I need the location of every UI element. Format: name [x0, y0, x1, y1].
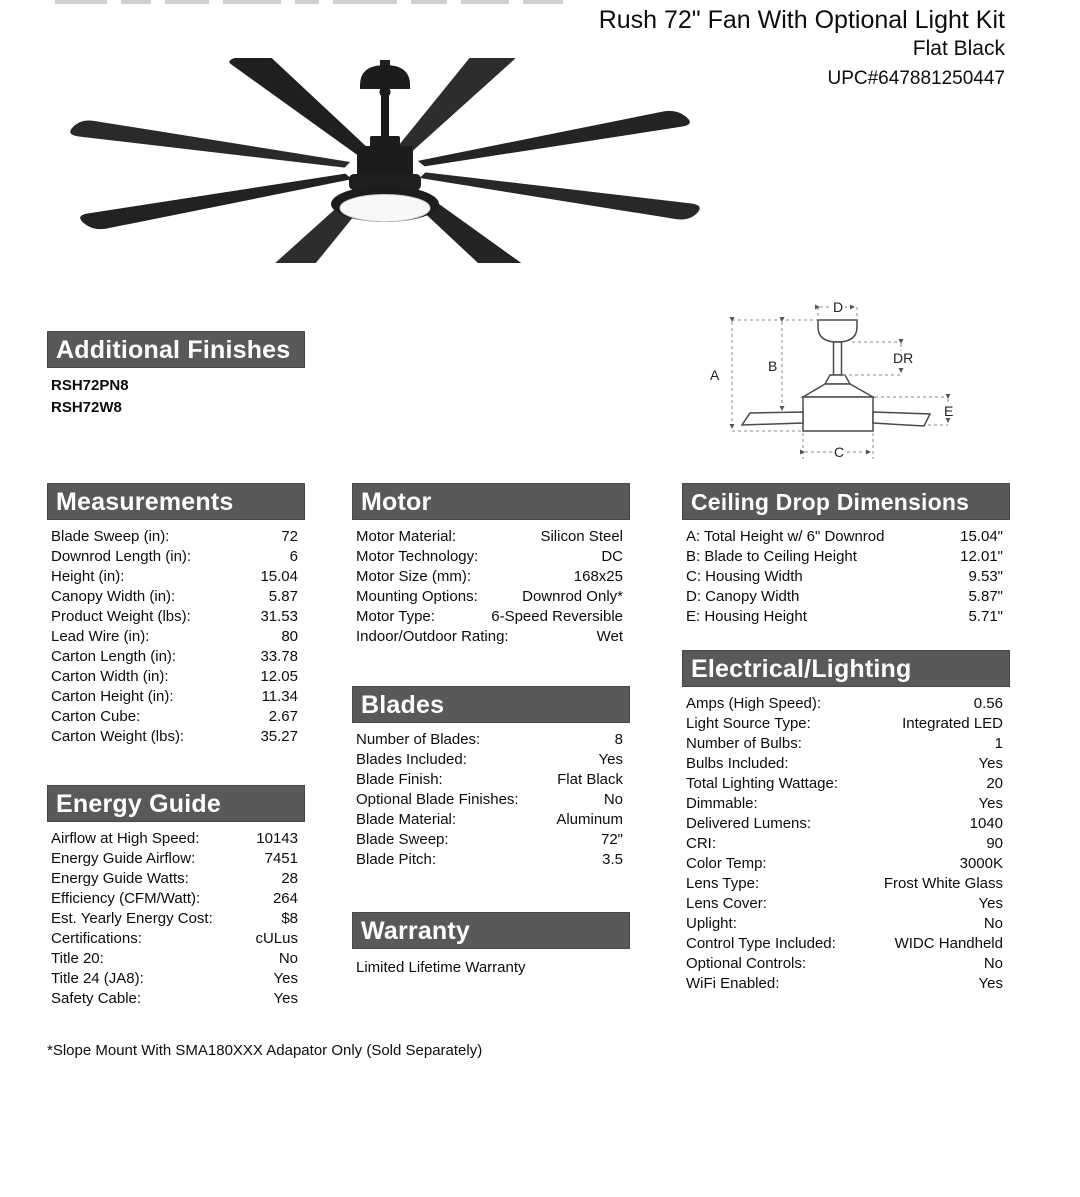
spec-label: Motor Technology:: [356, 548, 479, 565]
spec-label: Number of Blades:: [356, 731, 481, 748]
blades-rows: [352, 730, 630, 870]
artifact-dash: [523, 0, 563, 4]
spec-row: [352, 850, 630, 870]
fan-light-lens: [340, 195, 430, 222]
spec-row: [352, 527, 630, 547]
spec-label: Delivered Lumens:: [686, 815, 812, 832]
spec-value: Yes: [978, 895, 1003, 912]
product-upc: UPC#647881250447: [827, 68, 1005, 89]
spec-row: [47, 909, 305, 929]
electrical-section: [682, 650, 1010, 994]
spec-label: C: Housing Width: [686, 568, 803, 585]
artifact-dash: [461, 0, 509, 4]
spec-value: Yes: [273, 970, 298, 987]
diagram-bell: [803, 384, 873, 397]
spec-label: Motor Size (mm):: [356, 568, 472, 585]
spec-label: Safety Cable:: [51, 990, 142, 1007]
spec-row: [47, 687, 305, 707]
artifact-dash: [55, 0, 107, 4]
spec-row: [682, 567, 1010, 587]
spec-value: 35.27: [260, 728, 298, 745]
spec-label: CRI:: [686, 835, 716, 852]
spec-label: Optional Blade Finishes:: [356, 791, 519, 808]
spec-label: Color Temp:: [686, 855, 767, 872]
spec-row: [352, 810, 630, 830]
spec-value: 31.53: [260, 608, 298, 625]
spec-row: [682, 914, 1010, 934]
spec-label: Downrod Length (in):: [51, 548, 192, 565]
spec-label: Height (in):: [51, 568, 125, 585]
dim-label-C: C: [834, 444, 845, 460]
spec-label: B: Blade to Ceiling Height: [686, 548, 857, 565]
spec-label: Energy Guide Airflow:: [51, 850, 196, 867]
finish-item: RSH72PN8: [51, 377, 129, 394]
spec-label: Mounting Options:: [356, 588, 478, 605]
diagram-blade-left: [742, 412, 803, 425]
artifact-dash: [223, 0, 281, 4]
spec-row: [47, 929, 305, 949]
spec-row: [47, 627, 305, 647]
spec-row: [47, 869, 305, 889]
spec-row: [682, 587, 1010, 607]
spec-row: [682, 694, 1010, 714]
motor-heading: Motor: [352, 483, 630, 520]
spec-row: [352, 770, 630, 790]
dim-label-A: A: [710, 367, 720, 383]
spec-row: [47, 727, 305, 747]
spec-row: [47, 667, 305, 687]
artifact-dash: [121, 0, 151, 4]
spec-value: Yes: [273, 990, 298, 1007]
spec-value: Downrod Only*: [522, 588, 623, 605]
product-finish: Flat Black: [912, 37, 1005, 60]
spec-row: [682, 954, 1010, 974]
ceiling-drop-section: [682, 483, 1010, 627]
spec-value: Silicon Steel: [540, 528, 623, 545]
spec-label: WiFi Enabled:: [686, 975, 780, 992]
spec-row: [682, 734, 1010, 754]
artifact-dash: [411, 0, 447, 4]
spec-value: 5.87": [968, 588, 1003, 605]
spec-row: [682, 774, 1010, 794]
spec-label: Blade Sweep (in):: [51, 528, 170, 545]
spec-label: Motor Material:: [356, 528, 457, 545]
spec-label: Carton Height (in):: [51, 688, 174, 705]
fan-product-image: [50, 58, 730, 263]
slope-mount-footnote: *Slope Mount With SMA180XXX Adapator Only (Sold Separately): [47, 1042, 483, 1059]
fan-blade: [75, 169, 358, 231]
warranty-heading: Warranty: [352, 912, 630, 949]
spec-value: 6-Speed Reversible: [491, 608, 623, 625]
spec-row: [352, 730, 630, 750]
spec-value: 8: [614, 731, 623, 748]
spec-label: Blade Material:: [356, 811, 457, 828]
diagram-blade-right: [873, 412, 930, 426]
motor-section: [352, 483, 630, 647]
spec-row: [47, 567, 305, 587]
spec-value: DC: [601, 548, 623, 565]
spec-value: 80: [281, 628, 298, 645]
spec-label: Certifications:: [51, 930, 142, 947]
spec-label: Number of Bulbs:: [686, 735, 802, 752]
spec-value: cULus: [255, 930, 298, 947]
spec-label: Bulbs Included:: [686, 755, 789, 772]
spec-value: Wet: [596, 628, 623, 645]
spec-label: Control Type Included:: [686, 935, 836, 952]
spec-value: No: [278, 950, 298, 967]
fan-illustration: [50, 58, 730, 263]
spec-value: 168x25: [573, 568, 623, 585]
spec-value: 90: [986, 835, 1003, 852]
spec-row: [47, 527, 305, 547]
spec-row: [682, 874, 1010, 894]
spec-row: [682, 754, 1010, 774]
spec-label: Efficiency (CFM/Watt):: [51, 890, 201, 907]
spec-value: 28: [281, 870, 298, 887]
spec-label: Carton Cube:: [51, 708, 141, 725]
spec-label: Light Source Type:: [686, 715, 811, 732]
spec-row: [682, 607, 1010, 627]
spec-value: 72": [600, 831, 623, 848]
spec-value: 12.05: [260, 668, 298, 685]
spec-label: Motor Type:: [356, 608, 435, 625]
spec-label: Carton Length (in):: [51, 648, 177, 665]
spec-value: Yes: [978, 755, 1003, 772]
fan-blade: [415, 167, 704, 221]
spec-value: No: [983, 955, 1003, 972]
spec-row: [352, 830, 630, 850]
blades-heading: Blades: [352, 686, 630, 723]
additional-finishes-heading: Additional Finishes: [47, 331, 305, 368]
spec-label: A: Total Height w/ 6" Downrod: [686, 528, 885, 545]
spec-row: [352, 567, 630, 587]
finish-item: RSH72W8: [51, 399, 122, 416]
spec-value: 72: [281, 528, 298, 545]
spec-label: Total Lighting Wattage:: [686, 775, 839, 792]
spec-label: Carton Width (in):: [51, 668, 169, 685]
spec-label: Lead Wire (in):: [51, 628, 150, 645]
spec-value: Integrated LED: [902, 715, 1003, 732]
spec-row: [682, 714, 1010, 734]
spec-value: 12.01": [960, 548, 1003, 565]
spec-value: No: [983, 915, 1003, 932]
spec-row: [352, 547, 630, 567]
spec-value: 10143: [256, 830, 298, 847]
spec-value: $8: [281, 910, 298, 927]
diagram-downrod: [834, 342, 842, 375]
spec-label: Product Weight (lbs):: [51, 608, 191, 625]
spec-label: Canopy Width (in):: [51, 588, 176, 605]
spec-label: Indoor/Outdoor Rating:: [356, 628, 509, 645]
spec-value: WIDC Handheld: [894, 935, 1003, 952]
dimension-diagram: [700, 287, 1020, 462]
spec-value: 33.78: [260, 648, 298, 665]
spec-row: [47, 647, 305, 667]
spec-label: Amps (High Speed):: [686, 695, 822, 712]
spec-value: Yes: [978, 975, 1003, 992]
diagram-housing: [803, 397, 873, 431]
product-title: Rush 72" Fan With Optional Light Kit: [598, 6, 1005, 34]
spec-row: [47, 949, 305, 969]
ceiling-drop-diagram: [700, 287, 1020, 462]
spec-value: 2.67: [268, 708, 298, 725]
fan-canopy: [360, 65, 410, 89]
spec-row: [682, 974, 1010, 994]
spec-label: Title 24 (JA8):: [51, 970, 144, 987]
energy-guide-heading: Energy Guide: [47, 785, 305, 822]
artifact-dash: [295, 0, 319, 4]
spec-row: [47, 587, 305, 607]
spec-value: 15.04": [960, 528, 1003, 545]
spec-row: [682, 934, 1010, 954]
spec-label: D: Canopy Width: [686, 588, 800, 605]
blades-section: [352, 686, 630, 870]
spec-value: 6: [289, 548, 298, 565]
spec-label: Blade Sweep:: [356, 831, 449, 848]
spec-row: [682, 834, 1010, 854]
spec-label: Lens Cover:: [686, 895, 767, 912]
additional-finishes-list: [47, 375, 305, 419]
diagram-coupler: [825, 375, 850, 384]
spec-value: 1: [994, 735, 1003, 752]
spec-label: Blades Included:: [356, 751, 467, 768]
spec-value: 5.71": [968, 608, 1003, 625]
spec-row: [682, 794, 1010, 814]
spec-row: [47, 829, 305, 849]
spec-value: 3.5: [602, 851, 623, 868]
measurements-rows: [47, 527, 305, 747]
artifact-dash: [165, 0, 209, 4]
ceiling-drop-rows: [682, 527, 1010, 627]
spec-row: [352, 607, 630, 627]
spec-row: [47, 969, 305, 989]
dim-label-DR: DR: [893, 350, 914, 366]
spec-value: Frost White Glass: [883, 875, 1003, 892]
warranty-note: Limited Lifetime Warranty: [356, 959, 526, 976]
spec-value: 9.53": [968, 568, 1003, 585]
fan-downrod: [381, 92, 389, 138]
spec-value: 264: [272, 890, 298, 907]
spec-row: [47, 849, 305, 869]
measurements-heading: Measurements: [47, 483, 305, 520]
energy-guide-rows: [47, 829, 305, 1009]
spec-label: Airflow at High Speed:: [51, 830, 200, 847]
spec-value: 11.34: [261, 688, 298, 705]
electrical-heading: Electrical/Lighting: [682, 650, 1010, 687]
spec-value: No: [603, 791, 623, 808]
spec-value: 5.87: [268, 588, 298, 605]
fan-blade: [65, 119, 354, 173]
spec-label: Dimmable:: [686, 795, 758, 812]
spec-value: Flat Black: [557, 771, 623, 788]
spec-row: [682, 854, 1010, 874]
spec-value: 20: [986, 775, 1003, 792]
spec-label: Lens Type:: [686, 875, 760, 892]
dim-label-D: D: [833, 299, 844, 315]
spec-label: Est. Yearly Energy Cost:: [51, 910, 213, 927]
motor-rows: [352, 527, 630, 647]
spec-value: 7451: [264, 850, 298, 867]
spec-label: E: Housing Height: [686, 608, 807, 625]
warranty-section: [352, 912, 630, 978]
spec-label: Blade Finish:: [356, 771, 443, 788]
cropped-header-artifact: [55, 0, 635, 4]
spec-label: Energy Guide Watts:: [51, 870, 189, 887]
artifact-dash: [333, 0, 397, 4]
spec-value: 0.56: [973, 695, 1003, 712]
spec-value: 1040: [969, 815, 1003, 832]
spec-row: [682, 814, 1010, 834]
ceiling-drop-heading: Ceiling Drop Dimensions: [682, 483, 1010, 520]
spec-value: 15.04: [260, 568, 298, 585]
spec-value: Yes: [978, 795, 1003, 812]
measurements-section: [47, 483, 305, 747]
spec-row: [47, 989, 305, 1009]
energy-guide-section: [47, 785, 305, 1009]
spec-value: Yes: [598, 751, 623, 768]
additional-finishes-section: [47, 331, 305, 419]
spec-row: [47, 547, 305, 567]
spec-value: Aluminum: [556, 811, 623, 828]
electrical-rows: [682, 694, 1010, 994]
spec-row: [47, 889, 305, 909]
spec-row: [47, 707, 305, 727]
fan-blade: [412, 109, 695, 171]
spec-label: Carton Weight (lbs):: [51, 728, 185, 745]
spec-row: [352, 587, 630, 607]
spec-label: Optional Controls:: [686, 955, 807, 972]
spec-value: 3000K: [959, 855, 1003, 872]
spec-row: [682, 894, 1010, 914]
dim-label-B: B: [768, 358, 778, 374]
spec-label: Title 20:: [51, 950, 104, 967]
spec-row: [682, 547, 1010, 567]
spec-label: Blade Pitch:: [356, 851, 437, 868]
diagram-canopy: [818, 320, 857, 342]
dim-label-E: E: [944, 403, 954, 419]
spec-row: [352, 790, 630, 810]
spec-row: [682, 527, 1010, 547]
spec-label: Uplight:: [686, 915, 737, 932]
spec-row: [352, 750, 630, 770]
spec-row: [352, 627, 630, 647]
spec-row: [47, 607, 305, 627]
